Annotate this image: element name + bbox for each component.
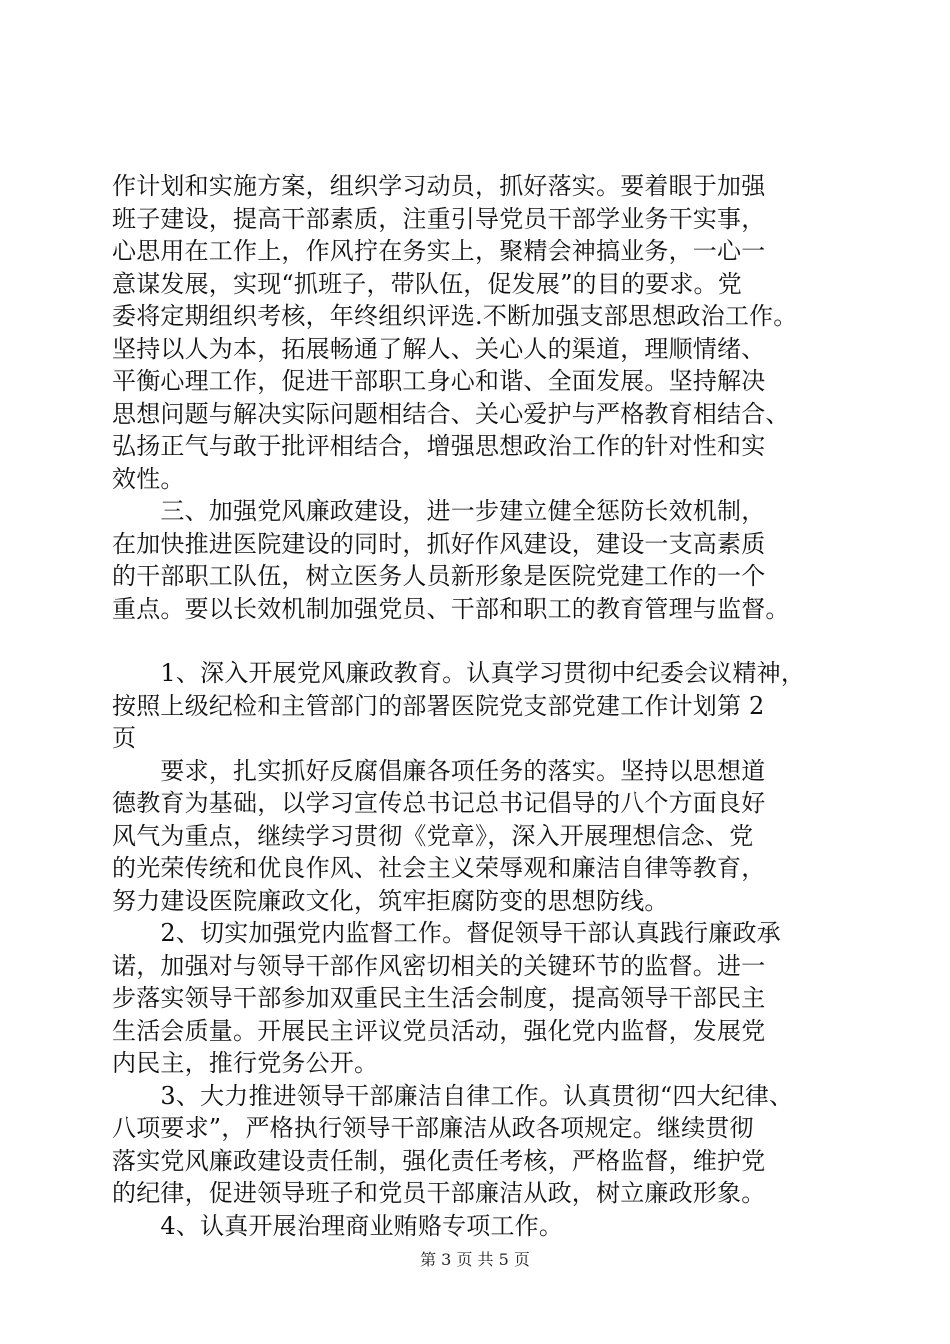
text-line: 坚持以人为本，拓展畅通了解人、关心人的渠道，理顺情绪、 xyxy=(112,334,766,363)
blank-line xyxy=(112,625,852,657)
paragraph-1 xyxy=(112,170,852,495)
document-body xyxy=(112,170,852,1242)
paragraph-5 xyxy=(112,917,852,1080)
text-line: 效性。 xyxy=(112,464,185,493)
page-footer xyxy=(0,1247,950,1270)
text-line: 生活会质量。开展民主评议党员活动，强化党内监督，发展党 xyxy=(112,1016,766,1045)
text-line: 德教育为基础，以学习宣传总书记总书记倡导的八个方面良好 xyxy=(112,789,766,817)
paragraph-2 xyxy=(112,495,852,625)
text-line: 三、加强党风廉政建设，进一步建立健全惩防长效机制， xyxy=(112,497,766,525)
text-line: 平衡心理工作，促进干部职工身心和谐、全面发展。坚持解决 xyxy=(112,367,766,395)
text-line: 在加快推进医院建设的同时，抓好作风建设，建设一支高素质 xyxy=(112,529,766,558)
paragraph-3 xyxy=(112,657,852,755)
text-line: 4、认真开展治理商业贿赂专项工作。 xyxy=(112,1211,564,1240)
text-line: 步落实领导干部参加双重民主生活会制度，提高领导干部民主 xyxy=(112,984,766,1012)
text-line: 班子建设，提高干部素质，注重引导党员干部学业务干实事， xyxy=(112,204,766,233)
text-line: 落实党风廉政建设责任制，强化责任考核，严格监督，维护党 xyxy=(112,1146,766,1175)
page-number-label: 第 3 页 共 5 页 xyxy=(420,1250,530,1269)
text-line: 诺，加强对与领导干部作风密切相关的关键环节的监督。进一 xyxy=(112,951,766,980)
text-line: 的光荣传统和优良作风、社会主义荣辱观和廉洁自律等教育， xyxy=(112,854,766,882)
text-line: 八项要求”，严格执行领导干部廉洁从政各项规定。继续贯彻 xyxy=(112,1114,754,1142)
text-line: 1、深入开展党风廉政教育。认真学习贯彻中纪委会议精神， xyxy=(112,659,806,687)
text-line: 委将定期组织考核，年终组织评选.不断加强支部思想政治工作。 xyxy=(112,302,798,330)
text-line: 弘扬正气与敢于批评相结合，增强思想政治工作的针对性和实 xyxy=(112,432,766,460)
text-line: 内民主，推行党务公开。 xyxy=(112,1049,379,1077)
text-line: 2、切实加强党内监督工作。督促领导干部认真践行廉政承 xyxy=(112,919,781,947)
paragraph-6 xyxy=(112,1080,852,1210)
paragraph-4 xyxy=(112,755,852,918)
text-line: 3、大力推进领导干部廉洁自律工作。认真贯彻“四大纪律、 xyxy=(112,1081,794,1110)
text-line: 页 xyxy=(112,724,137,752)
text-line: 风气为重点，继续学习贯彻《党章》，深入开展理想信念、党 xyxy=(112,821,754,850)
text-line: 的纪律，促进领导班子和党员干部廉洁从政，树立廉政形象。 xyxy=(112,1179,766,1207)
text-line: 努力建设医院廉政文化，筑牢拒腐防变的思想防线。 xyxy=(112,886,669,915)
text-line: 意谋发展，实现“抓班子，带队伍，促发展”的目的要求。党 xyxy=(112,269,742,298)
text-line: 作计划和实施方案，组织学习动员，抓好落实。要着眼于加强 xyxy=(112,172,766,200)
text-line: 要求，扎实抓好反腐倡廉各项任务的落实。坚持以思想道 xyxy=(112,756,766,785)
text-line: 心思用在工作上，作风拧在务实上，聚精会神搞业务，一心一 xyxy=(112,237,766,265)
text-line: 思想问题与解决实际问题相结合、关心爱护与严格教育相结合、 xyxy=(112,399,790,428)
text-line: 重点。要以长效机制加强党员、干部和职工的教育管理与监督。 xyxy=(112,594,790,623)
text-line: 按照上级纪检和主管部门的部署医院党支部党建工作计划第 2 xyxy=(112,691,765,720)
paragraph-7 xyxy=(112,1210,852,1243)
text-line: 的干部职工队伍，树立医务人员新形象是医院党建工作的一个 xyxy=(112,562,766,590)
